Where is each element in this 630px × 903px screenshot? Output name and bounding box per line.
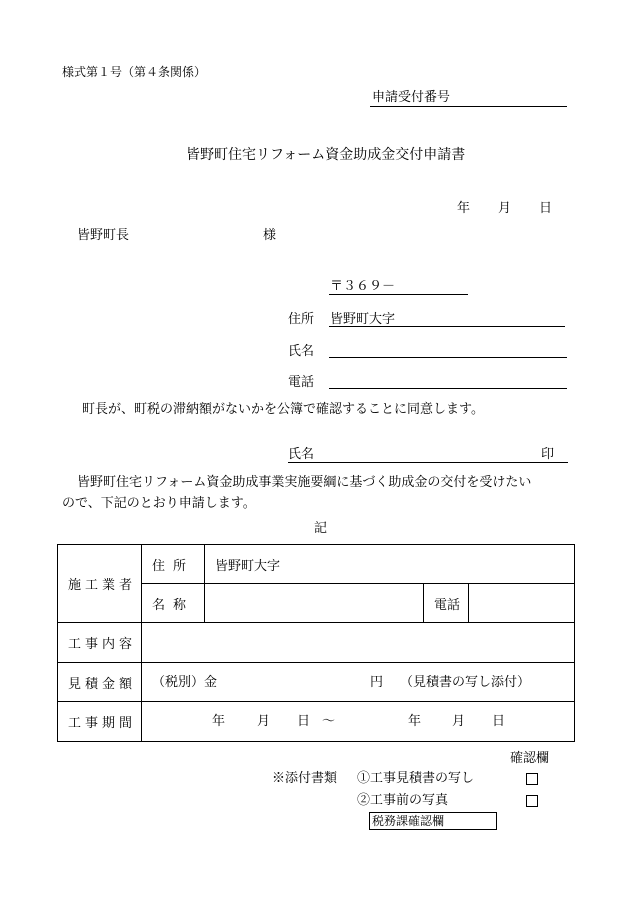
consent-name-label: 氏名 (288, 447, 315, 462)
attachment-item-estimate: ①工事見積書の写し (357, 771, 475, 786)
contractor-address-label: 住所 (142, 545, 205, 584)
period-tilde: ～ (322, 714, 336, 729)
work-content-field[interactable] (142, 623, 575, 663)
date-day: 日 (539, 201, 553, 216)
period-label: 工事期間 (58, 702, 142, 742)
address-label: 住所 (288, 312, 315, 327)
contractor-name-label: 名称 (142, 584, 205, 623)
contractor-address-field[interactable] (205, 545, 575, 584)
contractor-label: 施工業者 (58, 545, 142, 623)
postal-code: 〒３６９－ (330, 279, 396, 294)
attachments-label: ※添付書類 (272, 771, 338, 786)
checkbox-photo[interactable] (526, 795, 538, 807)
contractor-phone-field[interactable] (469, 584, 575, 623)
addressee-mayor: 皆野町長 (77, 228, 130, 243)
period-start-day: 日 (297, 714, 311, 729)
checkbox-estimate[interactable] (526, 773, 538, 785)
period-end-day: 日 (492, 714, 506, 729)
body-text-line2: ので、下記のとおり申請します。 (62, 496, 256, 511)
ki-heading: 記 (314, 521, 328, 536)
work-content-label: 工事内容 (58, 623, 142, 663)
date-year: 年 (457, 201, 471, 216)
period-end-year: 年 (408, 714, 422, 729)
estimate-field[interactable] (142, 663, 575, 702)
estimate-yen: 円 (370, 675, 384, 690)
receipt-number-field[interactable] (370, 106, 567, 107)
period-end-month: 月 (452, 714, 466, 729)
consent-name-field[interactable] (288, 462, 568, 463)
period-field[interactable] (142, 702, 575, 742)
address-field[interactable] (329, 326, 565, 327)
phone-label: 電話 (288, 375, 315, 390)
tax-office-confirm-box: 税務課確認欄 (369, 812, 497, 830)
address-value: 皆野町大字 (330, 312, 396, 327)
period-start-year: 年 (212, 714, 226, 729)
date-month: 月 (498, 201, 512, 216)
consent-text: 町長が、町税の滞納額がないかを公簿で確認することに同意します。 (82, 402, 484, 417)
form-number: 様式第１号（第４条関係） (62, 65, 207, 79)
postal-code-field[interactable] (329, 294, 468, 295)
addressee-honorific: 様 (263, 228, 277, 243)
contractor-phone-label: 電話 (424, 584, 469, 623)
page-title: 皆野町住宅リフォーム資金助成金交付申請書 (186, 147, 466, 163)
estimate-attach-note: （見積書の写し添付） (400, 675, 531, 690)
estimate-tax-note: （税別）金 (152, 675, 218, 690)
seal-mark: 印 (541, 447, 555, 462)
confirm-column-label: 確認欄 (510, 751, 550, 766)
application-table (57, 544, 575, 742)
period-start-month: 月 (257, 714, 271, 729)
body-text-line1: 皆野町住宅リフォーム資金助成事業実施要綱に基づく助成金の交付を受けたい (77, 475, 532, 490)
receipt-number-label: 申請受付番号 (372, 90, 451, 105)
name-label: 氏名 (288, 344, 315, 359)
attachment-item-photo: ②工事前の写真 (357, 793, 449, 808)
contractor-address-value: 皆野町大字 (215, 558, 281, 574)
estimate-label: 見積金額 (58, 663, 142, 702)
phone-field[interactable] (329, 388, 567, 389)
contractor-name-field[interactable] (205, 584, 424, 623)
name-field[interactable] (329, 357, 567, 358)
